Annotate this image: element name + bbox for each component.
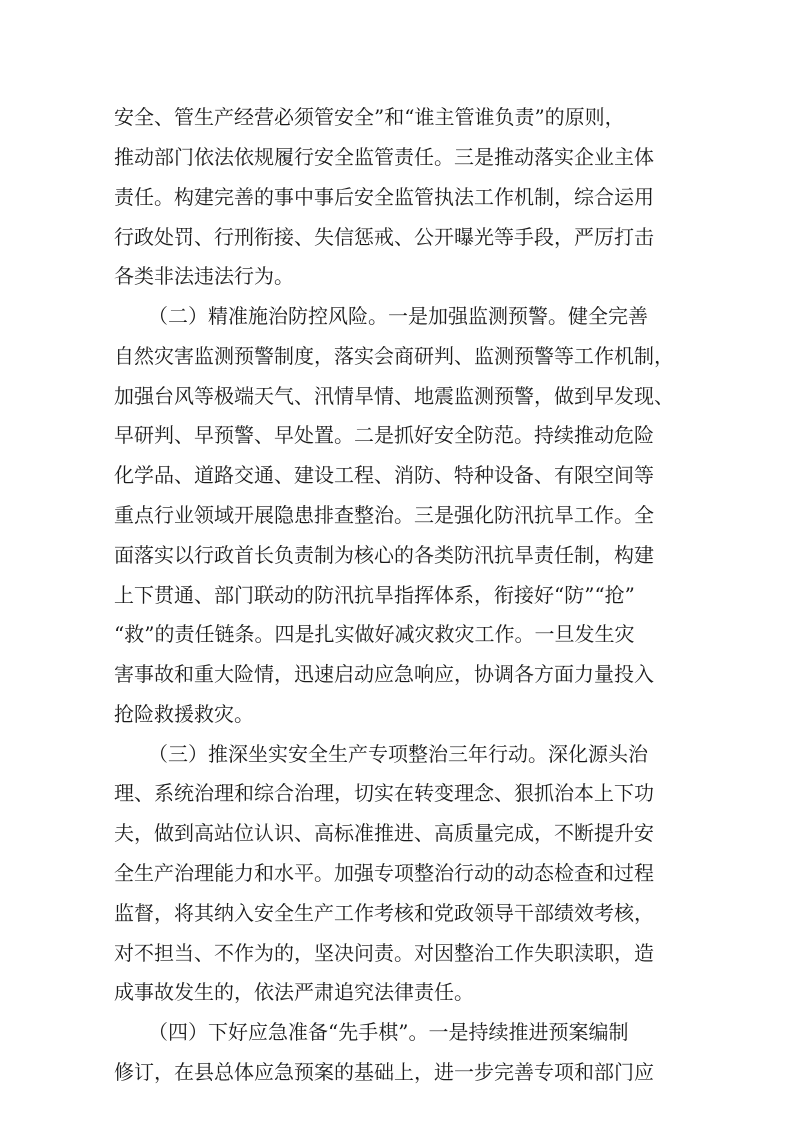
text-line — [0, 137, 794, 177]
text-line — [0, 455, 794, 495]
text-line-content: 行政处罚、行刑衔接、失信惩戒、公开曝光等手段，严厉打击 — [114, 225, 654, 249]
text-line-content: 加强台风等极端天气、汛情旱情、地震监测预警，做到早发现、 — [114, 384, 674, 408]
text-line — [0, 495, 794, 535]
text-line-content: 推动部门依法依规履行安全监管责任。三是推动落实企业主体 — [114, 145, 654, 169]
text-line-content: 早研判、早预警、早处置。二是抓好安全防范。持续推动危险 — [114, 423, 654, 447]
text-line-content: 上下贯通、部门联动的防汛抗旱指挥体系，衔接好“防”“抢” — [114, 583, 635, 607]
text-line-content: 化学品、道路交通、建设工程、消防、特种设备、有限空间等 — [114, 463, 654, 487]
text-line-content: 对不担当、不作为的，坚决问责。对因整治工作失职渎职，造 — [114, 941, 654, 965]
text-line — [0, 813, 794, 853]
text-line — [0, 972, 794, 1012]
text-line — [0, 933, 794, 973]
text-line-content: 全生产治理能力和水平。加强专项整治行动的动态检查和过程 — [114, 861, 654, 885]
text-line-content: 抢险救援救灾。 — [114, 702, 254, 726]
text-line — [0, 256, 794, 296]
text-line-content: 自然灾害监测预警制度，落实会商研判、监测预警等工作机制， — [114, 344, 674, 368]
text-line — [0, 614, 794, 654]
text-line-content: 夫，做到高站位认识、高标准推进、高质量完成，不断提升安 — [114, 821, 654, 845]
text-line — [0, 217, 794, 257]
text-line — [0, 376, 794, 416]
text-line-content: 安全、管生产经营必须管安全”和“谁主管谁负责”的原则， — [114, 105, 625, 129]
text-line-content: “救”的责任链条。四是扎实做好减灾救灾工作。一旦发生灾 — [114, 622, 635, 646]
paragraph-heading: （四）下好应急准备“先手棋”。一是持续推进预案编制 — [148, 1020, 629, 1044]
text-line-content: 责任。构建完善的事中事后安全监管执法工作机制，综合运用 — [114, 185, 654, 209]
text-line-content: 各类非法违法行为。 — [114, 264, 294, 288]
text-line — [0, 654, 794, 694]
text-line-content: 成事故发生的，依法严肃追究法律责任。 — [114, 980, 474, 1004]
text-line-content: 重点行业领域开展隐患排查整治。三是强化防汛抗旱工作。全 — [114, 503, 654, 527]
text-line — [0, 415, 794, 455]
text-line — [0, 535, 794, 575]
text-line — [0, 177, 794, 217]
text-line — [0, 575, 794, 615]
paragraph-first-line — [0, 734, 794, 774]
paragraph-first-line — [0, 1012, 794, 1052]
text-line — [0, 893, 794, 933]
text-line-content: 修订，在县总体应急预案的基础上，进一步完善专项和部门应 — [114, 1060, 654, 1084]
text-line — [0, 694, 794, 734]
text-line — [0, 336, 794, 376]
paragraph-heading: （二）精准施治防控风险。一是加强监测预警。健全完善 — [148, 304, 648, 328]
text-line-content: 监督，将其纳入安全生产工作考核和党政领导干部绩效考核， — [114, 901, 654, 925]
paragraph-first-line — [0, 296, 794, 336]
text-line — [0, 1052, 794, 1092]
text-line — [0, 853, 794, 893]
text-line-content: 理、系统治理和综合治理，切实在转变理念、狠抓治本上下功 — [114, 781, 654, 805]
text-line-content: 面落实以行政首长负责制为核心的各类防汛抗旱责任制，构建 — [114, 543, 654, 567]
paragraph-heading: （三）推深坐实安全生产专项整治三年行动。深化源头治 — [148, 742, 648, 766]
text-line-content: 害事故和重大险情，迅速启动应急响应，协调各方面力量投入 — [114, 662, 654, 686]
text-line — [0, 97, 794, 137]
text-line — [0, 773, 794, 813]
